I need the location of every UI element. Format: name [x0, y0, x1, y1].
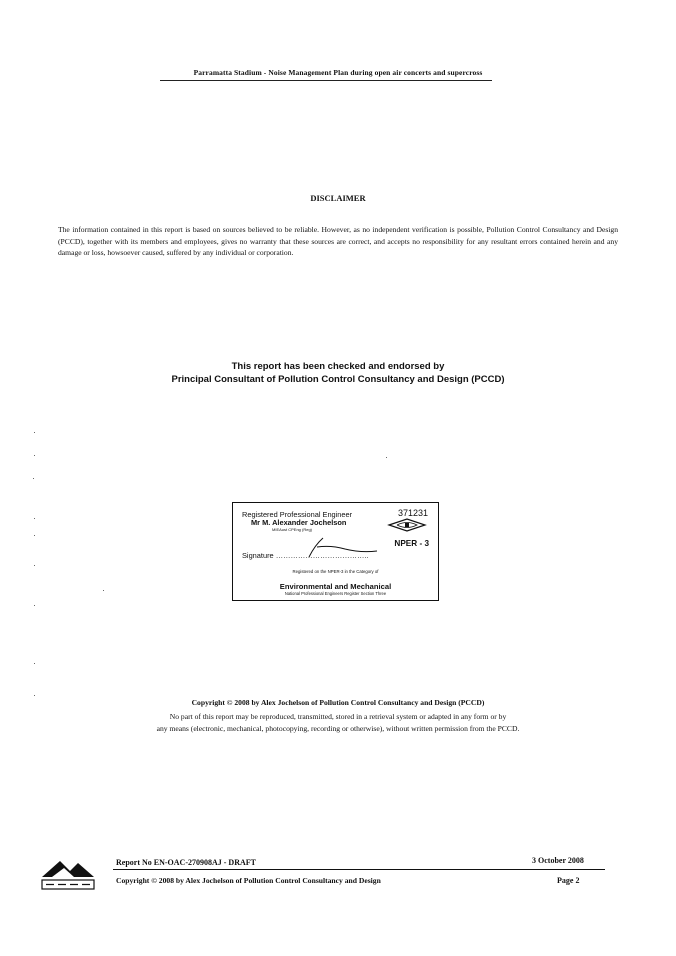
footer-copyright: Copyright © 2008 by Alex Jochelson of Pollution Control Consultancy and Design — [116, 876, 381, 885]
scan-speck — [34, 663, 35, 664]
stamp-registered-line: Registered on the NPER-3 in the Category of — [292, 569, 379, 574]
scan-speck — [34, 535, 35, 536]
scan-speck — [34, 695, 35, 696]
copyright-statement: Copyright © 2008 by Alex Jochelson of Pollution Control Consultancy and Design (PCCD) — [191, 698, 485, 707]
endorsement-statement — [0, 360, 676, 386]
report-number: Report No EN-OAC-270908AJ - DRAFT — [116, 858, 256, 867]
footer-divider — [113, 869, 605, 870]
stamp-category: Environmental and Mechanical — [279, 582, 392, 591]
handwritten-signature — [301, 535, 381, 559]
disclaimer-body: The information contained in this report is based on sources believed to be reliable. However, as no independent verification is possible, Pollution Control Consultancy and Design (PCCD), together with its members and employees, gives no warranty that these sources are correct, and accepts no responsibility for any resultant errors contained herein and any damage or loss, howsoever caused, suffered by any individual or corporation. — [58, 225, 618, 257]
running-header: Parramatta Stadium - Noise Management Plan during open air concerts and supercross — [193, 68, 483, 77]
stamp-engineer-name: Mr M. Alexander Jochelson — [251, 518, 347, 527]
copyright-notice-line-1: No part of this report may be reproduced, transmitted, stored in a retrieval system or adapted in any form or by — [169, 712, 507, 721]
stamp-signature-label: Signature ……………………………….. — [242, 551, 369, 560]
endorsement-line-2: Principal Consultant of Pollution Control Consultancy and Design (PCCD) — [171, 374, 505, 385]
disclaimer-title: DISCLAIMER — [310, 193, 366, 203]
scan-speck — [34, 605, 35, 606]
scan-speck — [34, 432, 35, 433]
page-number: Page 2 — [557, 876, 580, 885]
report-date: 3 October 2008 — [532, 856, 584, 865]
stamp-registration-number: 371231 — [397, 508, 428, 518]
scan-speck — [34, 565, 35, 566]
scan-speck — [33, 478, 34, 479]
header-divider — [160, 80, 492, 81]
scan-speck — [34, 455, 35, 456]
copyright-notice-line-2: any means (electronic, mechanical, photocopying, recording or otherwise), without written permission from the PCCD. — [156, 724, 520, 733]
scan-speck — [103, 590, 104, 591]
stamp-qualifications: MIEAust CPEng (Reg) — [272, 527, 313, 532]
endorsement-line-1: This report has been checked and endorsed by — [231, 361, 445, 372]
pccd-logo — [40, 855, 96, 893]
stamp-register-section: National Professional Engineers Register Section Three — [284, 591, 387, 596]
scan-speck — [386, 457, 387, 458]
stamp-title: Registered Professional Engineer — [242, 510, 353, 519]
engineer-registration-stamp — [232, 502, 439, 601]
scan-speck — [34, 518, 35, 519]
stamp-nper: NPER - 3 — [394, 539, 429, 548]
engineers-logo-icon — [387, 517, 427, 533]
